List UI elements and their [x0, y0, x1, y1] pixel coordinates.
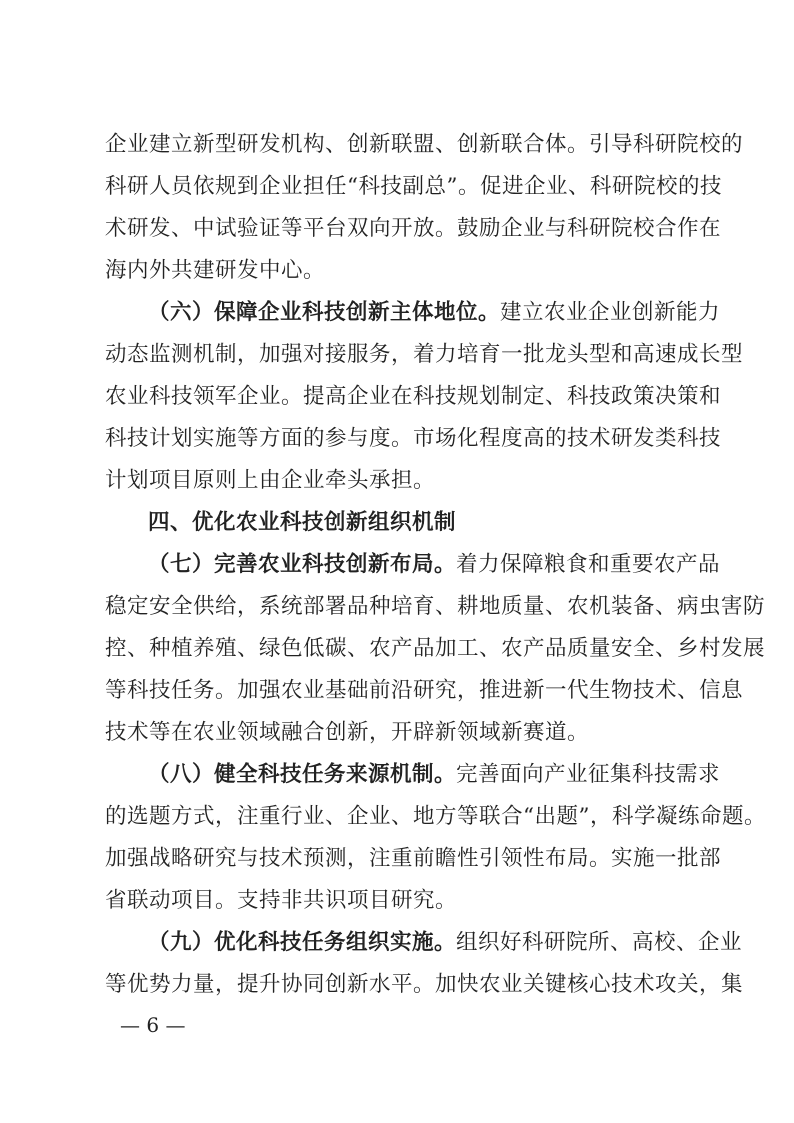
body-text-line: 海内外共建研发中心。 — [105, 258, 326, 283]
section-8-first-line-text: 完善面向产业征集科技需求 — [456, 762, 721, 787]
body-text-line: 省联动项目。支持非共识项目研究。 — [105, 888, 458, 913]
body-text-line: 动态监测机制，加强对接服务，着力培育一批龙头型和高速成长型 — [105, 342, 744, 367]
body-text-line: 技术等在农业领域融合创新，开辟新领域新赛道。 — [105, 720, 590, 745]
body-text-line: 等科技任务。加强农业基础前沿研究，推进新一代生物技术、信息 — [105, 678, 744, 703]
body-text-line: 科技计划实施等方面的参与度。市场化程度高的技术研发类科技 — [105, 426, 722, 451]
section-6-heading: （六）保障企业科技创新主体地位。 — [148, 300, 501, 325]
body-text-line: 农业科技领军企业。提高企业在科技规划制定、科技政策决策和 — [105, 384, 722, 409]
body-text-line: 稳定安全供给，系统部署品种培育、耕地质量、农机装备、病虫害防 — [105, 594, 766, 619]
section-8-first-line — [148, 755, 721, 795]
section-8-heading: （八）健全科技任务来源机制。 — [148, 762, 457, 787]
body-text-line: 术研发、中试验证等平台双向开放。鼓励企业与科研院校合作在 — [105, 216, 722, 241]
body-text-line: 加强战略研究与技术预测，注重前瞻性引领性布局。实施一批部 — [105, 846, 722, 871]
section-7-heading: （七）完善农业科技创新布局。 — [148, 552, 457, 577]
body-text-line: 的选题方式，注重行业、企业、地方等联合“出题”，科学凝练命题。 — [105, 804, 766, 829]
section-7-first-line — [148, 545, 721, 585]
body-text-line: 等优势力量，提升协同创新水平。加快农业关键核心技术攻关，集 — [105, 972, 744, 997]
section-9-first-line — [148, 923, 743, 963]
section-7-first-line-text: 着力保障粮食和重要农产品 — [456, 552, 721, 577]
body-text-line: 控、种植养殖、绿色低碳、农产品加工、农产品质量安全、乡村发展 — [105, 636, 766, 661]
body-text-line: 科研人员依规到企业担任“科技副总”。促进企业、科研院校的技 — [105, 174, 722, 199]
page-number: — 6 — — [120, 1013, 186, 1037]
body-text-line: 企业建立新型研发机构、创新联盟、创新联合体。引导科研院校的 — [105, 132, 744, 157]
section-6-first-line-text: 建立农业企业创新能力 — [500, 300, 721, 325]
section-9-first-line-text: 组织好科研院所、高校、企业 — [456, 930, 743, 955]
part-4-heading: 四、优化农业科技创新组织机制 — [148, 510, 457, 535]
body-text-line: 计划项目原则上由企业牵头承担。 — [105, 468, 436, 493]
section-9-heading: （九）优化科技任务组织实施。 — [148, 930, 457, 955]
section-6-first-line — [148, 293, 721, 333]
